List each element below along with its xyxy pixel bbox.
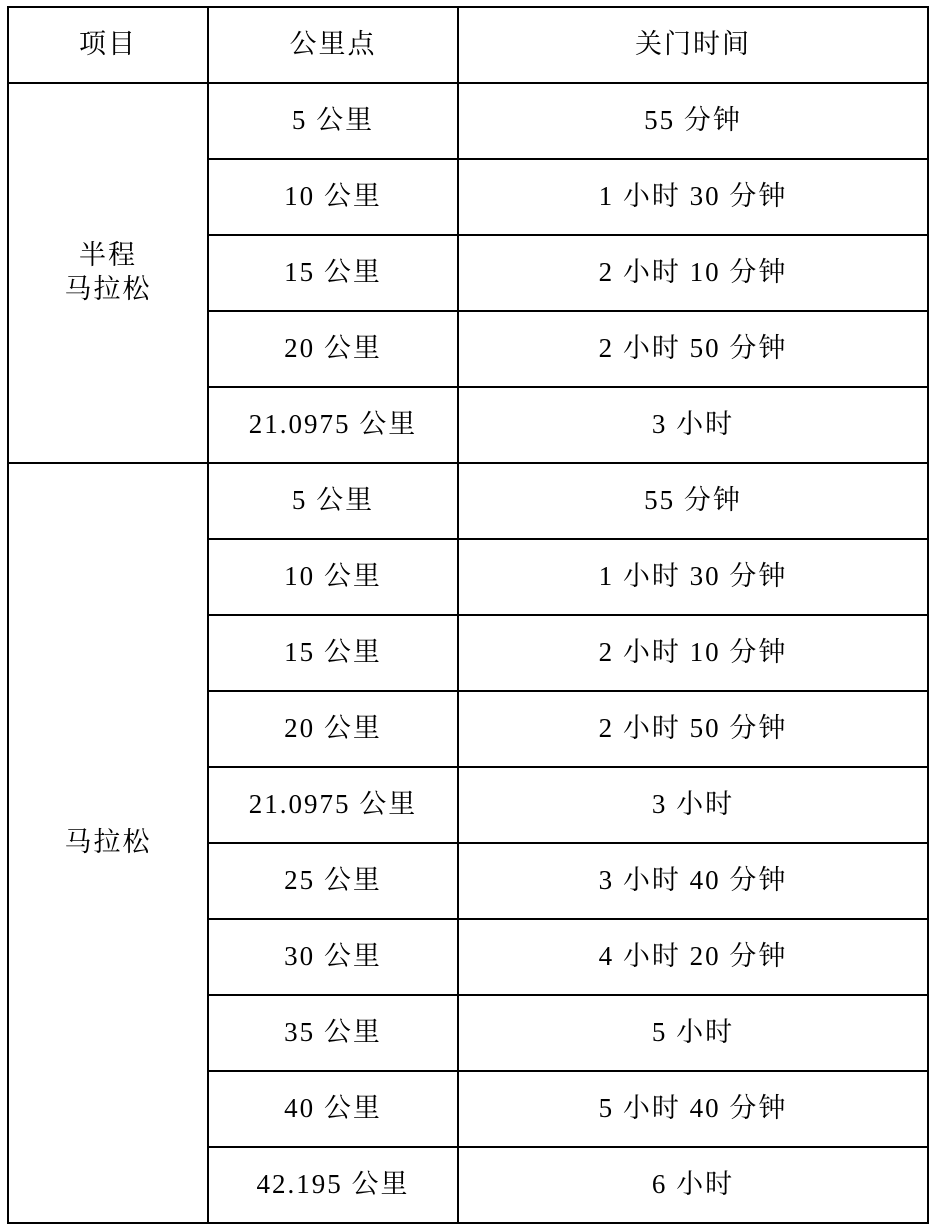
table-header-row xyxy=(8,7,928,83)
column-header-item: 项目 xyxy=(8,7,208,83)
kilometer-cell: 42.195 公里 xyxy=(208,1147,458,1223)
cutoff-time-cell: 3 小时 40 分钟 xyxy=(458,843,928,919)
kilometer-cell: 5 公里 xyxy=(208,83,458,159)
table-row xyxy=(8,463,928,539)
kilometer-cell: 20 公里 xyxy=(208,311,458,387)
cutoff-time-cell: 55 分钟 xyxy=(458,463,928,539)
category-label-line: 半程 xyxy=(79,240,137,271)
table-body xyxy=(8,7,928,1223)
cutoff-time-cell: 2 小时 10 分钟 xyxy=(458,235,928,311)
cutoff-time-cell: 2 小时 50 分钟 xyxy=(458,311,928,387)
cutoff-time-cell: 1 小时 30 分钟 xyxy=(458,539,928,615)
column-header-cutoff-time: 关门时间 xyxy=(458,7,928,83)
cutoff-time-table xyxy=(7,6,929,1224)
cutoff-time-cell: 55 分钟 xyxy=(458,83,928,159)
kilometer-cell: 35 公里 xyxy=(208,995,458,1071)
kilometer-cell: 10 公里 xyxy=(208,159,458,235)
kilometer-cell: 21.0975 公里 xyxy=(208,767,458,843)
category-label-line: 马拉松 xyxy=(64,274,152,304)
cutoff-time-cell: 2 小时 50 分钟 xyxy=(458,691,928,767)
table-row xyxy=(8,83,928,159)
kilometer-cell: 30 公里 xyxy=(208,919,458,995)
kilometer-cell: 20 公里 xyxy=(208,691,458,767)
kilometer-cell: 10 公里 xyxy=(208,539,458,615)
kilometer-cell: 40 公里 xyxy=(208,1071,458,1147)
cutoff-time-cell: 5 小时 40 分钟 xyxy=(458,1071,928,1147)
cutoff-time-cell: 3 小时 xyxy=(458,387,928,463)
category-cell-marathon xyxy=(8,463,208,1223)
cutoff-time-cell: 5 小时 xyxy=(458,995,928,1071)
cutoff-time-cell: 3 小时 xyxy=(458,767,928,843)
kilometer-cell: 25 公里 xyxy=(208,843,458,919)
column-header-kilometer: 公里点 xyxy=(208,7,458,83)
category-label-line: 马拉松 xyxy=(64,827,152,858)
kilometer-cell: 5 公里 xyxy=(208,463,458,539)
category-cell-half-marathon xyxy=(8,83,208,463)
cutoff-time-cell: 6 小时 xyxy=(458,1147,928,1223)
kilometer-cell: 15 公里 xyxy=(208,235,458,311)
cutoff-time-cell: 4 小时 20 分钟 xyxy=(458,919,928,995)
kilometer-cell: 21.0975 公里 xyxy=(208,387,458,463)
cutoff-time-cell: 2 小时 10 分钟 xyxy=(458,615,928,691)
cutoff-time-cell: 1 小时 30 分钟 xyxy=(458,159,928,235)
kilometer-cell: 15 公里 xyxy=(208,615,458,691)
